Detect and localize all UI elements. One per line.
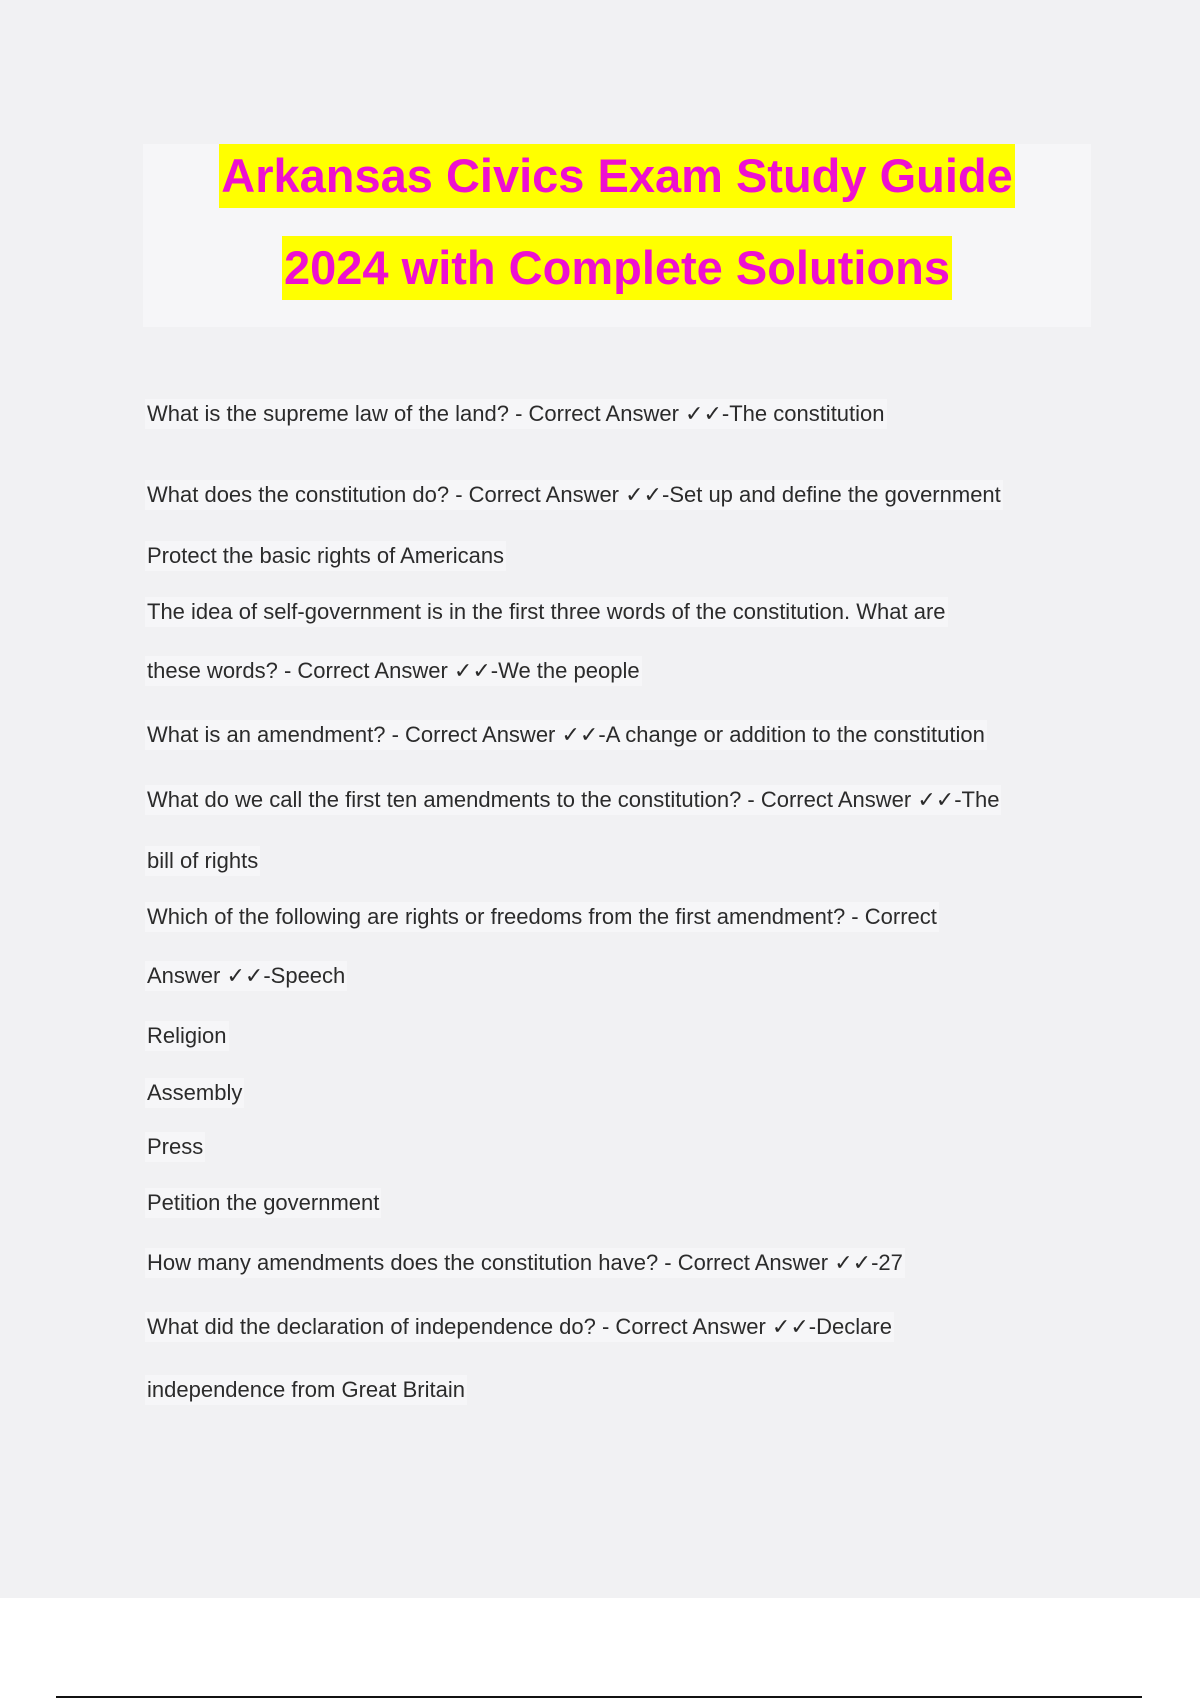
title-box bbox=[143, 144, 1091, 327]
text-line: bill of rights bbox=[145, 846, 260, 876]
text-line: Protect the basic rights of Americans bbox=[145, 541, 506, 571]
text-line: these words? - Correct Answer ✓✓-We the people bbox=[145, 656, 642, 686]
text-line: The idea of self-government is in the first three words of the constitution. What are bbox=[145, 597, 948, 627]
text-line: What does the constitution do? - Correct Answer ✓✓-Set up and define the government bbox=[145, 480, 1003, 510]
text-line: Press bbox=[145, 1132, 205, 1162]
text-line: What do we call the first ten amendments to the constitution? - Correct Answer ✓✓-The bbox=[145, 785, 1001, 815]
text-line: What is the supreme law of the land? - Correct Answer ✓✓-The constitution bbox=[145, 399, 887, 429]
title-text-2: 2024 with Complete Solutions bbox=[282, 236, 952, 300]
text-line: Which of the following are rights or freedoms from the first amendment? - Correct bbox=[145, 902, 939, 932]
text-line: Petition the government bbox=[145, 1188, 381, 1218]
title-text-1: Arkansas Civics Exam Study Guide bbox=[219, 144, 1015, 208]
title-line-1 bbox=[143, 144, 1091, 208]
text-line: independence from Great Britain bbox=[145, 1375, 467, 1405]
title-line-2 bbox=[143, 236, 1091, 300]
page-divider bbox=[56, 1696, 1142, 1698]
text-line: What did the declaration of independence do? - Correct Answer ✓✓-Declare bbox=[145, 1312, 894, 1342]
text-line: Assembly bbox=[145, 1078, 244, 1108]
text-line: Religion bbox=[145, 1021, 229, 1051]
text-line: How many amendments does the constitution have? - Correct Answer ✓✓-27 bbox=[145, 1248, 905, 1278]
text-line: Answer ✓✓-Speech bbox=[145, 961, 347, 991]
text-line: What is an amendment? - Correct Answer ✓✓-A change or addition to the constitution bbox=[145, 720, 987, 750]
